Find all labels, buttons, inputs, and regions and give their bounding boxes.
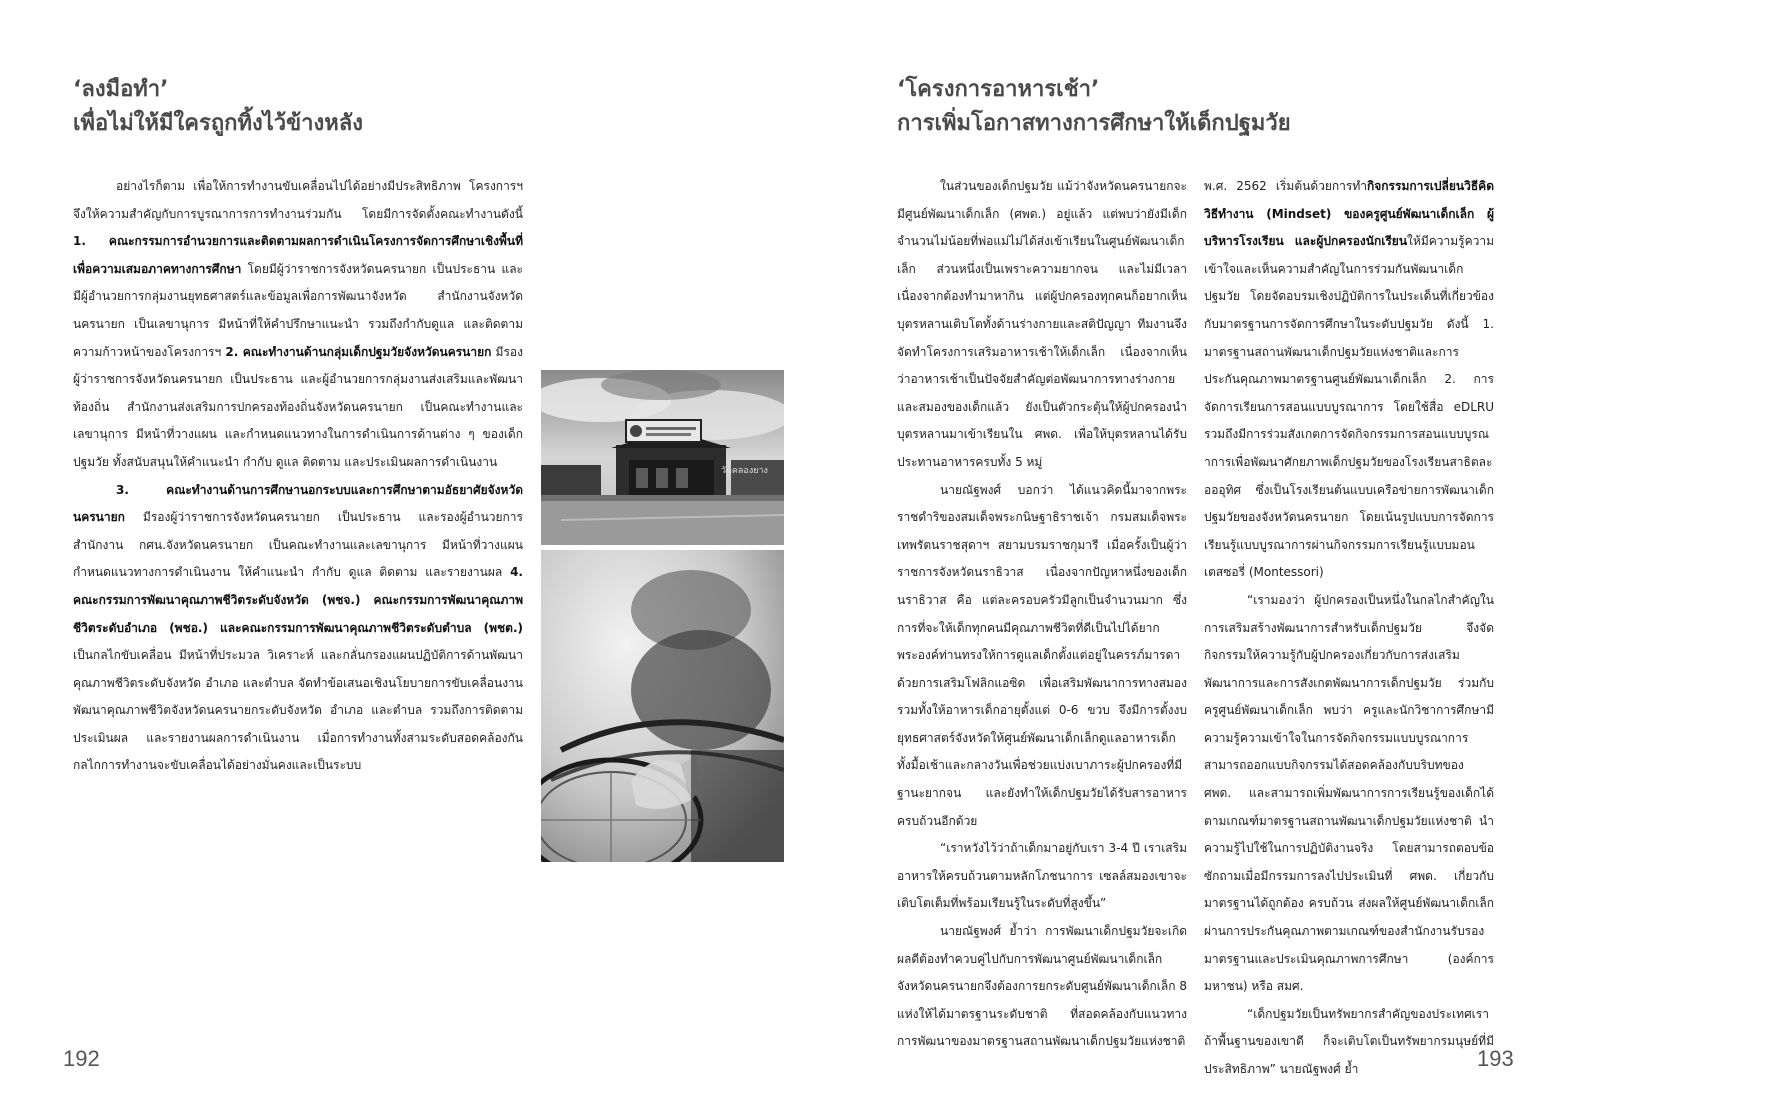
left-body-bold-run: 3. คณะทำงานด้านการศึกษานอกระบบและการศึกษาตามอัธยาศัยจังหวัดนครนายก bbox=[73, 482, 523, 525]
right-col2-para1 bbox=[1204, 173, 1494, 587]
left-body-run: เป็นกลไกขับเคลื่อน มีหน้าที่ประมวล วิเคราะห์ และกลั่นกรองแผนปฏิบัติการด้านพัฒนาคุณภาพชีวิตระดับจังหวัด อำเภอ และตำบล จัดทำข้อเสนอเชิงนโยบายการขับเคลื่อนงานพัฒนาคุณภาพชีวิตจังหวัดนครนายกระดับจังหวัด อำเภอ และตำบล รวมถึงการติดตามประเมินผล และรายงานผลการดำเนินงาน เมื่อการทำงานทั้งสามระดับสอดคล้องกัน กลไกการทำงานจะขับเคลื่อนได้อย่างมั่นคงและเป็นระบบ bbox=[73, 648, 523, 773]
col2-para1-bold: กิจกรรมการเปลี่ยนวิธีคิดวิธีทำงาน (Mindset) ของครูศูนย์พัฒนาเด็กเล็ก ผู้บริหารโรงเรียน และผู้ปกครองนักเรียน bbox=[1204, 179, 1494, 249]
left-body-run: มีรองผู้ว่าราชการจังหวัดนครนายก เป็นประธาน และผู้อำนวยการกลุ่มงานส่งเสริมและพัฒนาท้องถิ่น สำนักงานส่งเสริมการปกครองท้องถิ่นจังหวัดนครนายก เป็นคณะทำงานและเลขานุการ มีหน้าที่วางแผน และกำหนดแนวทางในการดำเนินการด้านต่าง ๆ ของเด็กปฐมวัย ทั้งสนับสนุนให้คำแนะนำ กำกับ ดูแล ติดตาม และประเมินผลการดำเนินงาน bbox=[73, 344, 523, 469]
right-column-1 bbox=[897, 173, 1187, 1056]
left-body-text bbox=[73, 173, 523, 780]
right-col1-paragraph: นายณัฐพงศ์ ย้ำว่า การพัฒนาเด็กปฐมวัยจะเกิดผลดีต้องทำควบคู่ไปกับการพัฒนาศูนย์พัฒนาเด็กเล็ก จังหวัดนครนายกจึงต้องการยกระดับศูนย์พัฒนาเด็กเล็ก 8 แห่งให้ได้มาตรฐานระดับชาติ ที่สอดคล้องกับแนวทางการพัฒนาของมาตรฐานสถานพัฒนาเด็กปฐมวัยแห่งชาติ bbox=[897, 924, 1187, 1049]
right-heading-line1: ‘โครงการอาหารเช้า’ bbox=[897, 77, 1100, 102]
left-heading bbox=[73, 73, 363, 141]
right-page bbox=[892, 0, 1785, 1105]
left-body-bold-run: 4. คณะกรรมการพัฒนาคุณภาพชีวิตระดับจังหวัด (พชจ.) คณะกรรมการพัฒนาคุณภาพชีวิตระดับอำเภอ (พชอ.) และคณะกรรมการพัฒนาคุณภาพชีวิตระดับตำบล (พชต.) bbox=[73, 565, 523, 635]
left-body-run: โดยมีผู้ว่าราชการจังหวัดนครนายก เป็นประธาน และมีผู้อำนวยการกลุ่มงานยุทธศาสตร์และข้อมูลเพื่อการพัฒนาจังหวัด สำนักงานจังหวัดนครนายก เป็นเลขานุการ มีหน้าที่ให้คำปรึกษาแนะนำ รวมถึงกำกับดูแล และติดตามความก้าวหน้าของโครงการฯ bbox=[73, 261, 523, 359]
wheelchair-image bbox=[541, 550, 784, 862]
left-body-run: มีรองผู้ว่าราชการจังหวัดนครนายก เป็นประธาน และรองผู้อำนวยการสำนักงาน กศน.จังหวัดนครนายก เป็นคณะทำงานและเลขานุการ มีหน้าที่วางแผน กำหนดแนวทางการดำเนินงาน ให้คำแนะนำ กำกับ ดูแล ติดตาม และรายงานผล bbox=[73, 510, 523, 580]
left-body-paragraph bbox=[73, 477, 523, 781]
left-body-bold-run: 2. คณะทำงานด้านกลุ่มเด็กปฐมวัยจังหวัดนครนายก bbox=[225, 344, 492, 359]
right-heading bbox=[897, 73, 1291, 141]
right-col1-paragraph: ในส่วนของเด็กปฐมวัย แม้ว่าจังหวัดนครนายกจะมีศูนย์พัฒนาเด็กเล็ก (ศพด.) อยู่แล้ว แต่พบว่ายังมีเด็กจำนวนไม่น้อยที่พ่อแม่ไม่ได้ส่งเข้าเรียนในศูนย์พัฒนาเด็กเล็ก ส่วนหนึ่งเป็นเพราะความยากจน และไม่มีเวลาเนื่องจากต้องทำมาหากิน แต่ผู้ปกครองทุกคนก็อยากเห็นบุตรหลานเติบโตทั้งด้านร่างกายและสติปัญญา ทีมงานจึงจัดทำโครงการเสริมอาหารเช้าให้เด็กเล็ก เนื่องจากเห็นว่าอาหารเช้าเป็นปัจจัยสำคัญต่อพัฒนาการทางร่างกายและสมองของเด็กแล้ว ยังเป็นตัวกระตุ้นให้ผู้ปกครองนำบุตรหลานมาเข้าเรียนใน ศพด. เพื่อให้บุตรหลานได้รับประทานอาหารครบทั้ง 5 หมู่ bbox=[897, 179, 1187, 469]
right-col2-para2: “เรามองว่า ผู้ปกครองเป็นหนึ่งในกลไกสำคัญในการเสริมสร้างพัฒนาการสำหรับเด็กปฐมวัย จึงจัดกิจกรรมให้ความรู้กับผู้ปกครองเกี่ยวกับการส่งเสริมพัฒนาการและการสังเกตพัฒนาการเด็กปฐมวัย ร่วมกับครูศูนย์พัฒนาเด็กเล็ก พบว่า ครูและนักวิชาการศึกษามีความรู้ความเข้าใจในการจัดกิจกรรมแบบบูรณาการ สามารถออกแบบกิจกรรมได้สอดคล้องกับบริบทของ ศพด. และสามารถเพิ่มพัฒนาการการเรียนรู้ของเด็กได้ตามเกณฑ์มาตรฐานสถานพัฒนาเด็กปฐมวัยแห่งชาติ นำความรู้ไปใช้ในการปฏิบัติงานจริง โดยสามารถตอบข้อซักถามเมื่อมีกรรมการลงไปประเมินที่ ศพด. เกี่ยวกับมาตรฐานได้ถูกต้อง ครบถ้วน ส่งผลให้ศูนย์พัฒนาเด็กเล็กผ่านการประกันคุณภาพตามเกณฑ์ของสำนักงานรับรองมาตรฐานและประเมินคุณภาพการศึกษา (องค์การมหาชน) หรือ สมศ. bbox=[1204, 592, 1494, 994]
school-building-photo bbox=[541, 370, 784, 545]
left-body-bold-run: 1. คณะกรรมการอำนวยการและติดตามผลการดำเนินโครงการจัดการศึกษาเชิงพื้นที่เพื่อความเสมอภาคทางการศึกษา bbox=[73, 234, 523, 276]
right-col2-para3: “เด็กปฐมวัยเป็นทรัพยากรสำคัญของประเทศเรา ถ้าพื้นฐานของเขาดี ก็จะเติบโตเป็นทรัพยากรมนุษย์ที่มีประสิทธิภาพ” นายณัฐพงศ์ ย้ำ bbox=[1204, 1006, 1494, 1076]
school-building-image bbox=[541, 370, 784, 545]
left-heading-line2: เพื่อไม่ให้มีใครถูกทิ้งไว้ข้างหลัง bbox=[73, 111, 363, 136]
col2-para1-rest: ให้มีความรู้ความเข้าใจและเห็นความสำคัญในการร่วมกันพัฒนาเด็กปฐมวัย โดยจัดอบรมเชิงปฏิบัติการในประเด็นที่เกี่ยวข้องกับมาตรฐานการจัดการศึกษาในระดับปฐมวัย ดังนี้ 1. มาตรฐานสถานพัฒนาเด็กปฐมวัยแห่งชาติและการประกันคุณภาพมาตรฐานศูนย์พัฒนาเด็กเล็ก 2. การจัดการเรียนการสอนแบบบูรณาการ โดยใช้สื่อ eDLRU รวมถึงมีการร่วมสังเกตการจัดกิจกรรมการสอนแบบบูรณาการเพื่อพัฒนาศักยภาพเด็กปฐมวัยของโรงเรียนสาธิตละอออุทิศ ซึ่งเป็นโรงเรียนต้นแบบเครือข่ายการพัฒนาเด็กปฐมวัยของจังหวัดนครนายก โดยเน้นรูปแบบการจัดการเรียนรู้แบบบูรณาการผ่านกิจกรรมการเรียนรู้แบบมอนเตสซอรี่ (Montessori) bbox=[1204, 234, 1494, 580]
left-body-run: อย่างไรก็ตาม เพื่อให้การทำงานขับเคลื่อนไปได้อย่างมีประสิทธิภาพ โครงการฯ จึงให้ความสำคัญกับการบูรณาการการทำงานร่วมกัน โดยมีการจัดตั้งคณะทำงานดังนี้ bbox=[73, 179, 523, 221]
right-col1-paragraph: นายณัฐพงศ์ บอกว่า ได้แนวคิดนี้มาจากพระราชดำริของสมเด็จพระกนิษฐาธิราชเจ้า กรมสมเด็จพระเทพรัตนราชสุดาฯ สยามบรมราชกุมารี เมื่อครั้งเป็นผู้ว่าราชการจังหวัดนราธิวาส เนื่องจากปัญหาหนึ่งของเด็กนราธิวาส คือ แต่ละครอบครัวมีลูกเป็นจำนวนมาก ซึ่งการที่จะให้เด็กทุกคนมีคุณภาพชีวิตที่ดีเป็นไปได้ยาก พระองค์ท่านทรงให้การดูแลเด็กตั้งแต่อยู่ในครรภ์มารดาด้วยการเสริมโฟลิกแอซิด เพื่อเสริมพัฒนาการทางสมอง รวมทั้งให้อาหารเด็กอายุตั้งแต่ 0-6 ขวบ จึงมีการตั้งงบยุทธศาสตร์จังหวัดให้ศูนย์พัฒนาเด็กเล็กดูแลอาหารเด็กทั้งมื้อเช้าและกลางวันเพื่อช่วยแบ่งเบาภาระผู้ปกครองที่มีฐานะยากจน และยังทำให้เด็กปฐมวัยได้รับสารอาหารครบถ้วนอีกด้วย bbox=[897, 482, 1187, 828]
col2-para1-lead: พ.ศ. 2562 เริ่มต้นด้วยการทำ bbox=[1204, 179, 1367, 193]
page-number-right: 193 bbox=[1477, 1046, 1514, 1071]
right-heading-line2: การเพิ่มโอกาสทางการศึกษาให้เด็กปฐมวัย bbox=[897, 111, 1291, 136]
right-column-2 bbox=[1204, 173, 1494, 1084]
page-number-left: 192 bbox=[63, 1046, 100, 1071]
left-body-paragraph bbox=[73, 173, 523, 477]
right-col1-paragraph: “เราหวังไว้ว่าถ้าเด็กมาอยู่กับเรา 3-4 ปี เราเสริมอาหารให้ครบถ้วนตามหลักโภชนาการ เซลล์สมองเขาจะเติบโตเต็มที่พร้อมเรียนรู้ในระดับที่สูงขึ้น” bbox=[897, 841, 1187, 911]
wheelchair-photo bbox=[541, 550, 784, 862]
left-heading-line1: ‘ลงมือทำ’ bbox=[73, 77, 169, 102]
building-sign-text: วัดคลองยาง bbox=[721, 466, 768, 476]
